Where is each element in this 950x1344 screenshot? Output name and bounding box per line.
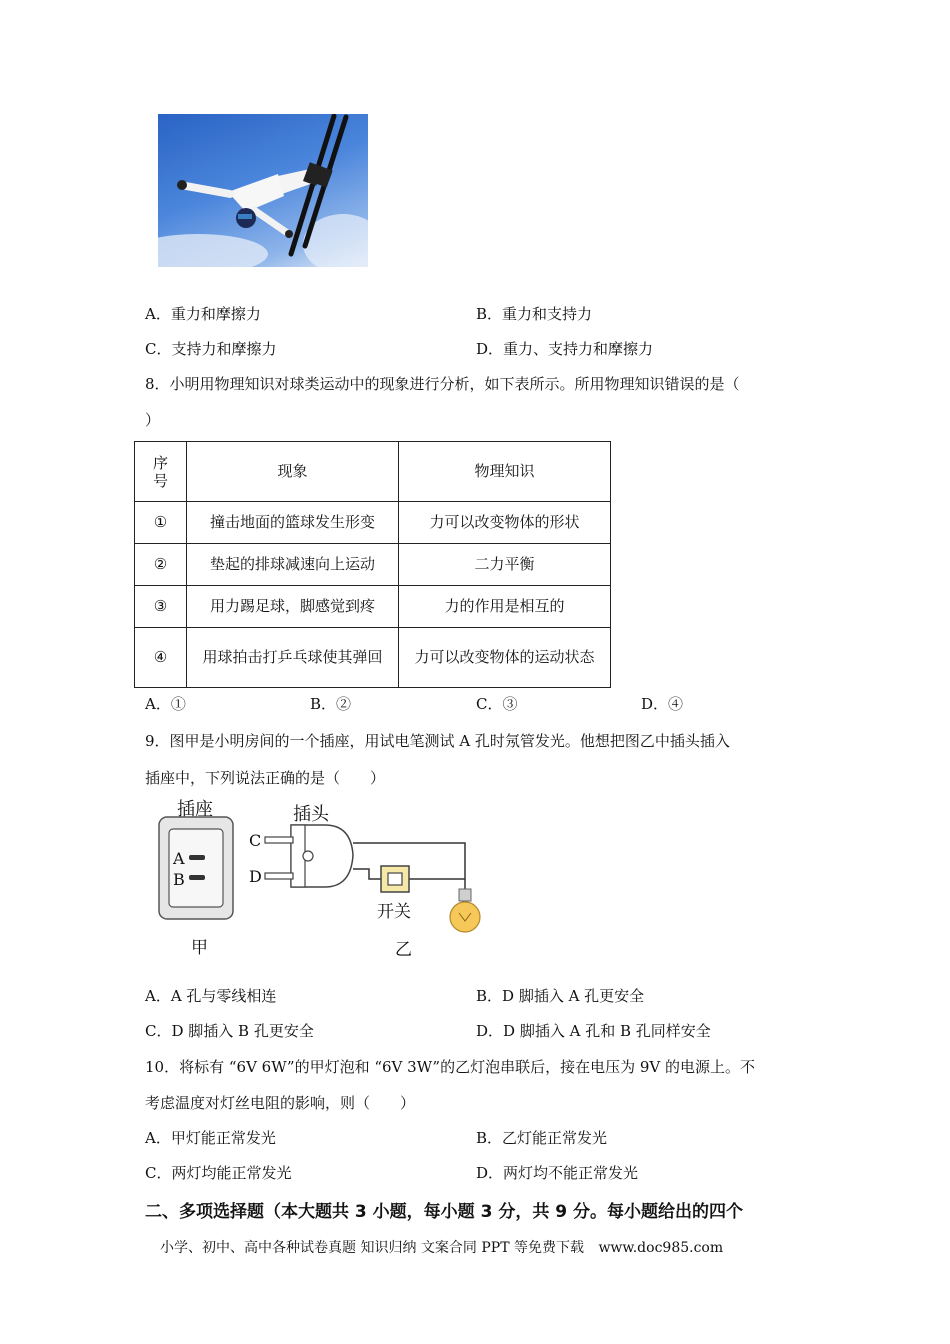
row-index: ③	[135, 586, 187, 628]
row-knowledge: 力的作用是相互的	[399, 586, 611, 628]
row-phenomenon: 垫起的排球减速向上运动	[187, 544, 399, 586]
q7-option-a: A．重力和摩擦力	[145, 305, 261, 323]
header-knowledge: 物理知识	[399, 442, 611, 502]
row-knowledge: 力可以改变物体的形状	[399, 502, 611, 544]
header-phenomenon: 现象	[187, 442, 399, 502]
q8-option-a: A．①	[145, 695, 186, 713]
figure-jia-label: 甲	[191, 938, 208, 958]
row-knowledge: 力可以改变物体的运动状态	[399, 628, 611, 688]
plug-label: 插头	[293, 804, 329, 825]
q9-option-a: A．A 孔与零线相连	[145, 987, 277, 1005]
q9-option-d: D．D 脚插入 A 孔和 B 孔同样安全	[476, 1022, 711, 1040]
pin-c-label: C	[249, 831, 262, 850]
q8-table	[134, 441, 611, 688]
table-row	[135, 628, 611, 688]
q10-option-b: B．乙灯能正常发光	[476, 1129, 608, 1147]
row-phenomenon: 撞击地面的篮球发生形变	[187, 502, 399, 544]
q8-stem-line1: 8．小明用物理知识对球类运动中的现象进行分析，如下表所示。所用物理知识错误的是（	[145, 375, 740, 393]
table-row	[135, 586, 611, 628]
q8-option-c: C．③	[476, 695, 518, 713]
skier-illustration	[158, 114, 368, 267]
table-row	[135, 544, 611, 586]
q9-stem-line2: 插座中，下列说法正确的是（ ）	[145, 769, 386, 787]
row-index: ①	[135, 502, 187, 544]
table-header-row	[135, 442, 611, 502]
q9-option-c: C．D 脚插入 B 孔更安全	[145, 1022, 314, 1040]
q10-option-d: D．两灯均不能正常发光	[476, 1164, 639, 1182]
q10-option-a: A．甲灯能正常发光	[145, 1129, 276, 1147]
q10-stem-line1: 10．将标有 “6V 6W”的甲灯泡和 “6V 3W”的乙灯泡串联后，接在电压为 9V 的电源上。不	[145, 1058, 755, 1076]
row-knowledge: 二力平衡	[399, 544, 611, 586]
footer-url[interactable]: www.doc985.com	[598, 1240, 724, 1256]
section-2-heading: 二、多项选择题（本大题共 3 小题，每小题 3 分，共 9 分。每小题给出的四个	[145, 1202, 743, 1222]
footer-text: 小学、初中、高中各种试卷真题 知识归纳 文案合同 PPT 等免费下载	[160, 1240, 584, 1256]
q10-option-c: C．两灯均能正常发光	[145, 1164, 292, 1182]
q9-stem-line1: 9．图甲是小明房间的一个插座，用试电笔测试 A 孔时氖管发光。他想把图乙中插头插入	[145, 732, 730, 750]
q8-stem-line2: ）	[145, 411, 161, 429]
q7-option-d: D．重力、支持力和摩擦力	[476, 340, 654, 358]
socket-label: 插座	[177, 799, 213, 820]
q8-option-d: D．④	[641, 695, 684, 713]
q7-option-b: B．重力和支持力	[476, 305, 593, 323]
row-phenomenon: 用力踢足球，脚感觉到疼	[187, 586, 399, 628]
switch-label: 开关	[377, 902, 411, 922]
table-row	[135, 502, 611, 544]
skier-photo	[158, 114, 368, 267]
q7-option-c: C．支持力和摩擦力	[145, 340, 277, 358]
q9-option-b: B．D 脚插入 A 孔更安全	[476, 987, 645, 1005]
hole-a-label: A	[173, 849, 185, 868]
hole-b-label: B	[173, 870, 185, 889]
row-index: ④	[135, 628, 187, 688]
q10-stem-line2: 考虑温度对灯丝电阻的影响，则（ ）	[145, 1094, 416, 1112]
row-index: ②	[135, 544, 187, 586]
page-footer	[160, 1237, 733, 1257]
q8-option-b: B．②	[310, 695, 352, 713]
pin-d-label: D	[249, 867, 262, 886]
socket-plug-diagram	[155, 795, 495, 960]
header-index: 序号	[135, 442, 187, 502]
figure-yi-label: 乙	[395, 940, 412, 960]
row-phenomenon: 用球拍击打乒乓球使其弹回	[187, 628, 399, 688]
